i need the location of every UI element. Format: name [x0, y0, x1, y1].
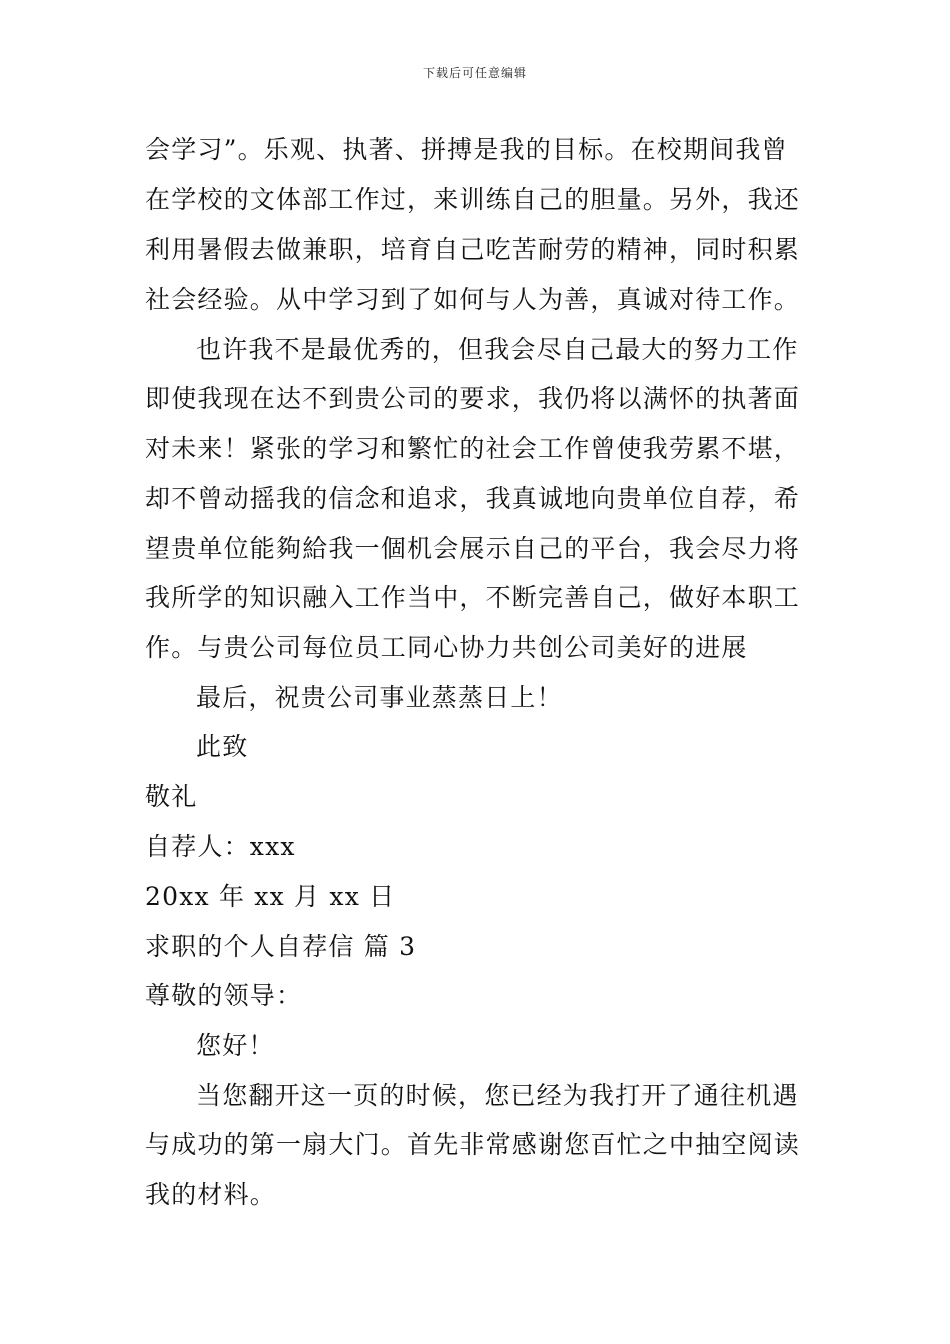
body-line-1: 会学习”。乐观、执著、拼搏是我的目标。在校期间我曾	[145, 135, 788, 164]
signature-line: 自荐人：xxx	[145, 832, 296, 861]
body-line-11: 作。与贵公司每位员工同心协力共创公司美好的进展	[145, 633, 748, 662]
body-line-20: 当您翻开这一页的时候，您已经为我打开了通往机遇	[196, 1081, 799, 1110]
greeting: 您好！	[196, 1031, 275, 1060]
body-line-3: 利用暑假去做兼职，培育自己吃苦耐劳的精神，同时积累	[145, 235, 801, 264]
section-title: 求职的个人自荐信 篇 3	[145, 932, 417, 961]
page-header-note: 下载后可任意编辑	[422, 66, 527, 80]
body-line-8: 却不曾动摇我的信念和追求，我真诚地向贵单位自荐，希	[145, 484, 801, 513]
body-line-5: 也许我不是最优秀的，但我会尽自己最大的努力工作	[196, 335, 799, 364]
date-line: 20xx 年 xx 月 xx 日	[145, 882, 396, 911]
body-line-6: 即使我现在达不到贵公司的要求，我仍将以满怀的执著面	[145, 384, 801, 413]
body-line-9: 望贵单位能夠給我一個机会展示自己的平台，我会尽力将	[145, 534, 801, 563]
body-line-2: 在学校的文体部工作过，来训练自己的胆量。另外，我还	[145, 185, 801, 214]
closing-wish: 最后，祝贵公司事业蒸蒸日上！	[196, 683, 563, 712]
body-line-7: 对未来！紧张的学习和繁忙的社会工作曾使我劳累不堪，	[145, 434, 801, 463]
body-line-10: 我所学的知识融入工作当中，不断完善自己，做好本职工	[145, 583, 801, 612]
body-line-4: 社会经验。从中学习到了如何与人为善，真诚对待工作。	[145, 285, 801, 314]
body-line-21: 与成功的第一扇大门。首先非常感谢您百忙之中抽空阅读	[145, 1130, 801, 1159]
closing-salutation: 此致	[196, 732, 249, 761]
body-line-22: 我的材料。	[145, 1180, 277, 1209]
letter-salutation: 尊敬的领导：	[145, 981, 303, 1010]
closing-regards: 敬礼	[145, 782, 198, 811]
